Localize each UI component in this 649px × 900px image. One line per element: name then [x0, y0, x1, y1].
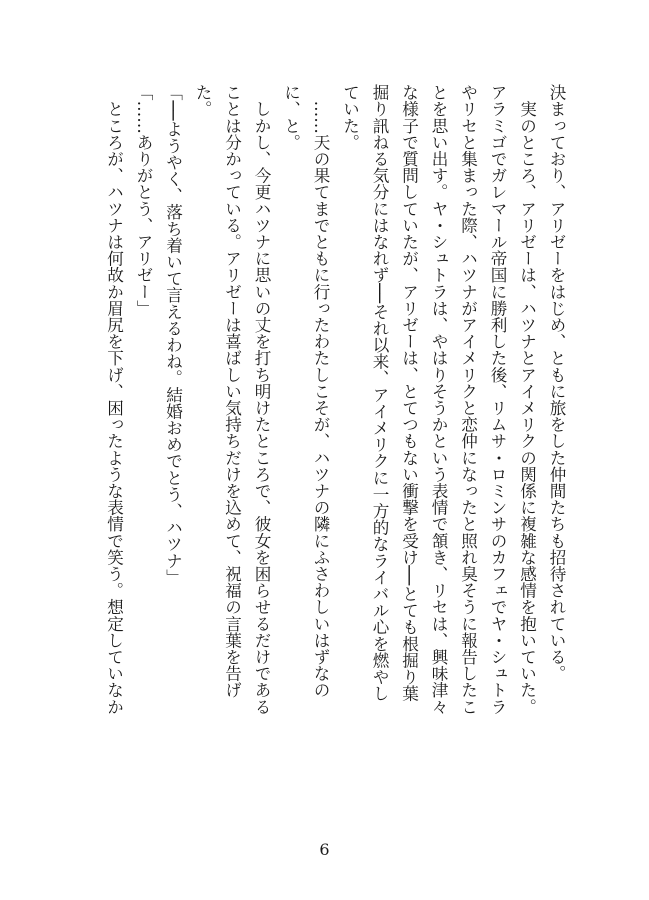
body-text: [99, 84, 571, 804]
text-line: アラミゴでガレマール帝国に勝利した後、リムサ・ロミンサのカフェでヤ・シュトラ: [488, 84, 507, 715]
text-line: に、と。: [281, 84, 301, 151]
page-number: 6: [319, 840, 330, 859]
text-line: しかし、今更ハツナに思いの丈を打ち明けたところで、彼女を困らせるだけである: [252, 84, 271, 715]
text-line: ところが、ハツナは何故か眉尻を下げ、困ったような表情で笑う。想定していなか: [104, 84, 124, 715]
text-line: 決まっており、アリゼーをはじめ、ともに旅をした仲間たちも招待されている。: [547, 84, 566, 682]
text-line: 掘り訊ねる気分にはなれず──それ以来、アイメリクに一方的なライバル心を燃やし: [370, 84, 389, 702]
text-line: 実のところ、アリゼーは、ハツナとアイメリクの関係に複雑な感情を抱いていた。: [517, 84, 537, 715]
text-line: ことは分かっている。アリゼーは喜ばしい気持ちだけを込めて、祝福の言葉を告げ: [222, 84, 242, 699]
text-line: 「……ありがとう、アリゼー」: [134, 84, 153, 317]
text-line: ……天の果てまでともに行ったわたしこそが、ハツナの隣にふさわしいはずなの: [311, 84, 330, 699]
text-line: とを思い出す。ヤ・シュトラは、やはりそうかという表情で頷き、リセは、興味津々: [429, 84, 448, 715]
text-line: やリセと集まった際、ハツナがアイメリクと恋仲になったと照れ臭そうに報告したこ: [458, 84, 478, 715]
text-line: ていた。: [340, 84, 360, 151]
text-line: な様子で質問していたが、アリゼーは、とてつもない衝撃を受け──とても根掘り葉: [399, 84, 419, 702]
text-line: た。: [193, 84, 212, 118]
text-line: 「──ようやく、落ち着いて言えるわね。結婚おめでとう、ハツナ」: [163, 84, 183, 586]
